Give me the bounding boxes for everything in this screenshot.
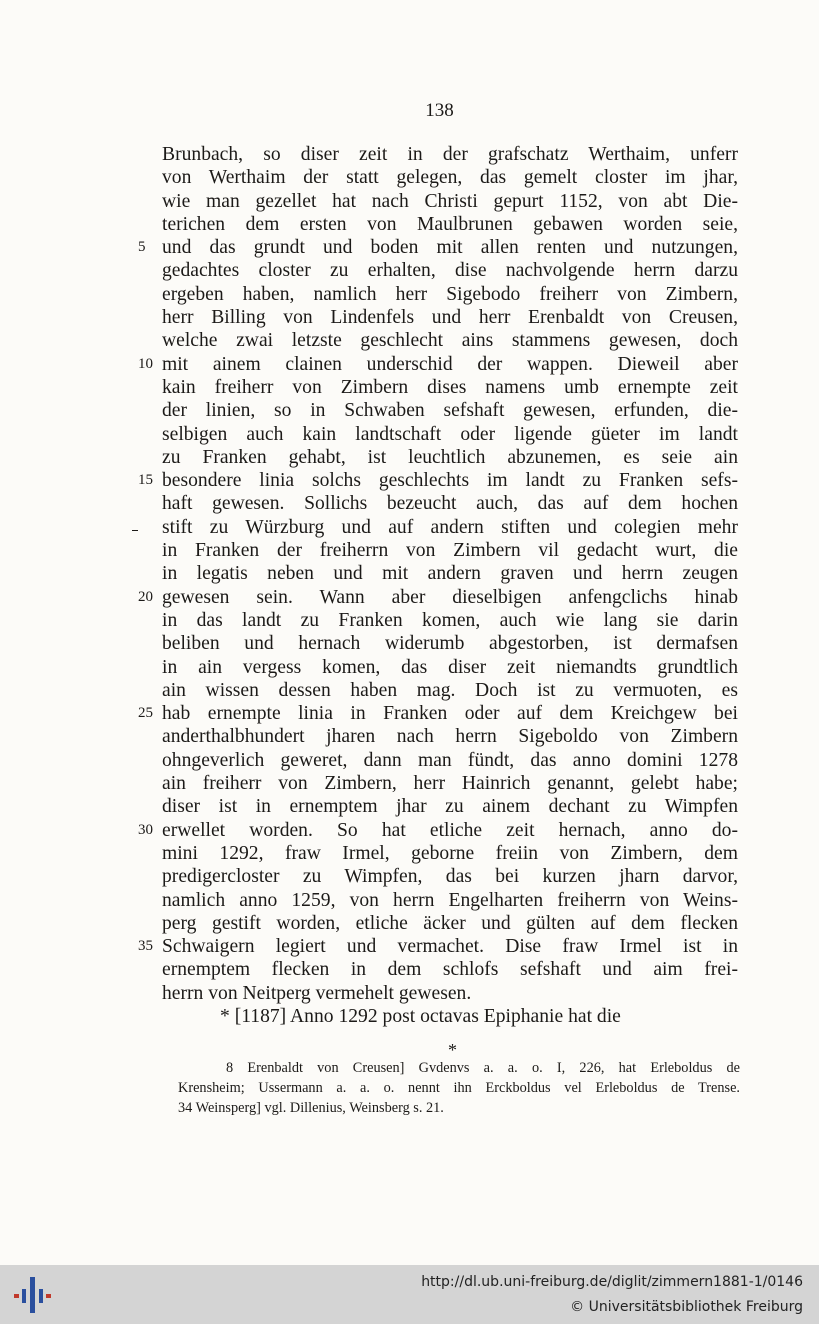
line-text: kain freiherr von Zimbern dises namens umb ernempte zeit bbox=[162, 376, 738, 398]
text-line bbox=[162, 958, 738, 981]
line-text: ain freiherr von Zimbern, herr Hainrich genannt, gelebt habe; bbox=[162, 773, 738, 795]
text-line bbox=[162, 399, 738, 422]
text-line bbox=[162, 283, 738, 306]
text-line bbox=[138, 353, 738, 376]
text-line bbox=[162, 423, 738, 446]
line-number: 30 bbox=[138, 821, 153, 838]
line-number: 25 bbox=[138, 705, 153, 722]
footnote-line: Krensheim; Ussermann a. a. o. nennt ihn Erckboldus vel Erleboldus de Trense. bbox=[178, 1080, 740, 1096]
line-text: selbigen auch kain landtschaft oder ligende güeter im landt bbox=[162, 423, 738, 445]
text-line bbox=[162, 492, 738, 515]
line-text: ergeben haben, namlich herr Sigebodo freiherr von Zimbern, bbox=[162, 283, 738, 305]
line-text: * [1187] Anno 1292 post octavas Epiphanie hat die bbox=[220, 1005, 621, 1027]
text-line bbox=[162, 190, 738, 213]
line-text: mit ainem clainen underschid der wappen. Dieweil aber bbox=[162, 353, 738, 375]
footnote-line: 34 Weinsperg] vgl. Dillenius, Weinsberg s. 21. bbox=[178, 1100, 444, 1116]
text-line bbox=[162, 516, 738, 539]
line-number: 35 bbox=[138, 938, 153, 955]
line-text: gedachtes closter zu erhalten, dise nachvolgende herrn darzu bbox=[162, 260, 738, 282]
text-line bbox=[162, 912, 738, 935]
line-text: beliben und hernach widerumb abgestorben, ist dermafsen bbox=[162, 633, 738, 655]
line-number: 5 bbox=[138, 239, 146, 256]
footnotes bbox=[178, 1058, 740, 1118]
line-text: welche zwai letzste geschlecht ains stammens gewesen, doch bbox=[162, 330, 738, 352]
line-text: predigercloster zu Wimpfen, das bei kurzen jharn darvor, bbox=[162, 866, 738, 888]
line-text: von Werthaim der statt gelegen, das gemelt closter im jhar, bbox=[162, 167, 738, 189]
text-line bbox=[162, 679, 738, 702]
section-separator: * bbox=[448, 1040, 457, 1060]
line-text: besondere linia solchs geschlechts im landt zu Franken sefs- bbox=[162, 470, 738, 492]
line-text: in ain vergess komen, das diser zeit niemandts grundtlich bbox=[162, 656, 738, 678]
text-line bbox=[138, 935, 738, 958]
line-text: herrn von Neitperg vermehelt gewesen. bbox=[162, 982, 472, 1004]
text-line bbox=[162, 446, 738, 469]
text-line bbox=[162, 166, 738, 189]
body-text bbox=[138, 143, 738, 1028]
line-text: Schwaigern legiert und vermachet. Dise fraw Irmel ist in bbox=[162, 936, 738, 958]
text-line bbox=[162, 889, 738, 912]
text-line bbox=[162, 865, 738, 888]
footnote-line: 8 Erenbaldt von Creusen] Gvdenvs a. a. o. I, 226, hat Erleboldus de bbox=[226, 1060, 740, 1076]
line-text: diser ist in ernemptem jhar zu ainem dechant zu Wimpfen bbox=[162, 796, 738, 818]
text-line bbox=[162, 259, 738, 282]
line-text: ernemptem flecken in dem schlofs sefshaft und aim frei- bbox=[162, 959, 738, 981]
text-line bbox=[162, 1005, 738, 1028]
text-line bbox=[162, 982, 738, 1005]
line-text: mini 1292, fraw Irmel, geborne freiin von Zimbern, dem bbox=[162, 842, 738, 864]
line-text: gewesen sein. Wann aber dieselbigen anfengclichs hinab bbox=[162, 586, 738, 608]
line-text: in das landt zu Franken komen, auch wie lang sie darin bbox=[162, 609, 738, 631]
line-text: ohngeverlich geweret, dann man fündt, das anno domini 1278 bbox=[162, 749, 738, 771]
text-line bbox=[162, 376, 738, 399]
line-number: 15 bbox=[138, 472, 153, 489]
line-text: in Franken der freiherrn von Zimbern vil gedacht wurt, die bbox=[162, 540, 738, 562]
line-text: haft gewesen. Sollichs bezeucht auch, das auf dem hochen bbox=[162, 493, 738, 515]
line-text: namlich anno 1259, von herrn Engelharten freiherrn von Weins- bbox=[162, 889, 738, 911]
text-line bbox=[162, 329, 738, 352]
footer-bar bbox=[0, 1265, 819, 1324]
text-line bbox=[162, 656, 738, 679]
text-line bbox=[162, 609, 738, 632]
text-line bbox=[138, 469, 738, 492]
text-line bbox=[162, 725, 738, 748]
line-text: Brunbach, so diser zeit in der grafschatz Werthaim, unferr bbox=[162, 144, 738, 165]
library-logo-icon bbox=[12, 1275, 52, 1315]
line-text: herr Billing von Lindenfels und herr Erenbaldt von Creusen, bbox=[162, 307, 738, 329]
line-text: zu Franken gehabt, ist leuchtlich abzunemen, es seie ain bbox=[162, 446, 738, 468]
text-line bbox=[138, 702, 738, 725]
copyright-text: © Universitätsbibliothek Freiburg bbox=[570, 1299, 803, 1315]
text-line bbox=[138, 236, 738, 259]
text-line bbox=[162, 143, 738, 166]
line-text: terichen dem ersten von Maulbrunen gebawen worden seie, bbox=[162, 213, 738, 235]
line-text: perg gestift worden, etliche äcker und gülten auf dem flecken bbox=[162, 912, 738, 934]
line-text: erwellet worden. So hat etliche zeit hernach, anno do- bbox=[162, 819, 738, 841]
text-line bbox=[162, 213, 738, 236]
line-text: stift zu Würzburg und auf andern stiften und colegien mehr bbox=[162, 516, 738, 538]
line-text: wie man gezellet hat nach Christi gepurt 1152, von abt Die- bbox=[162, 190, 738, 212]
margin-mark bbox=[132, 530, 138, 531]
text-line bbox=[162, 842, 738, 865]
line-number: 10 bbox=[138, 355, 153, 372]
text-line bbox=[162, 749, 738, 772]
line-text: und das grundt und boden mit allen renten und nutzungen, bbox=[162, 237, 738, 259]
line-text: anderthalbhundert jharen nach herrn Sigeboldo von Zimbern bbox=[162, 726, 738, 748]
text-line bbox=[138, 819, 738, 842]
text-line bbox=[162, 539, 738, 562]
line-text: der linien, so in Schwaben sefshaft gewesen, erfunden, die- bbox=[162, 400, 738, 422]
page-number: 138 bbox=[425, 100, 454, 121]
line-text: hab ernempte linia in Franken oder auf dem Kreichgew bei bbox=[162, 703, 738, 725]
text-line bbox=[138, 586, 738, 609]
line-number: 20 bbox=[138, 588, 153, 605]
text-line bbox=[162, 772, 738, 795]
text-line bbox=[162, 795, 738, 818]
text-line bbox=[162, 306, 738, 329]
line-text: in legatis neben und mit andern graven und herrn zeugen bbox=[162, 563, 738, 585]
text-line bbox=[162, 562, 738, 585]
text-line bbox=[162, 632, 738, 655]
line-text: ain wissen dessen haben mag. Doch ist zu vermuoten, es bbox=[162, 679, 738, 701]
document-url-link[interactable]: http://dl.ub.uni-freiburg.de/diglit/zimmern1881-1/0146 bbox=[421, 1274, 803, 1290]
